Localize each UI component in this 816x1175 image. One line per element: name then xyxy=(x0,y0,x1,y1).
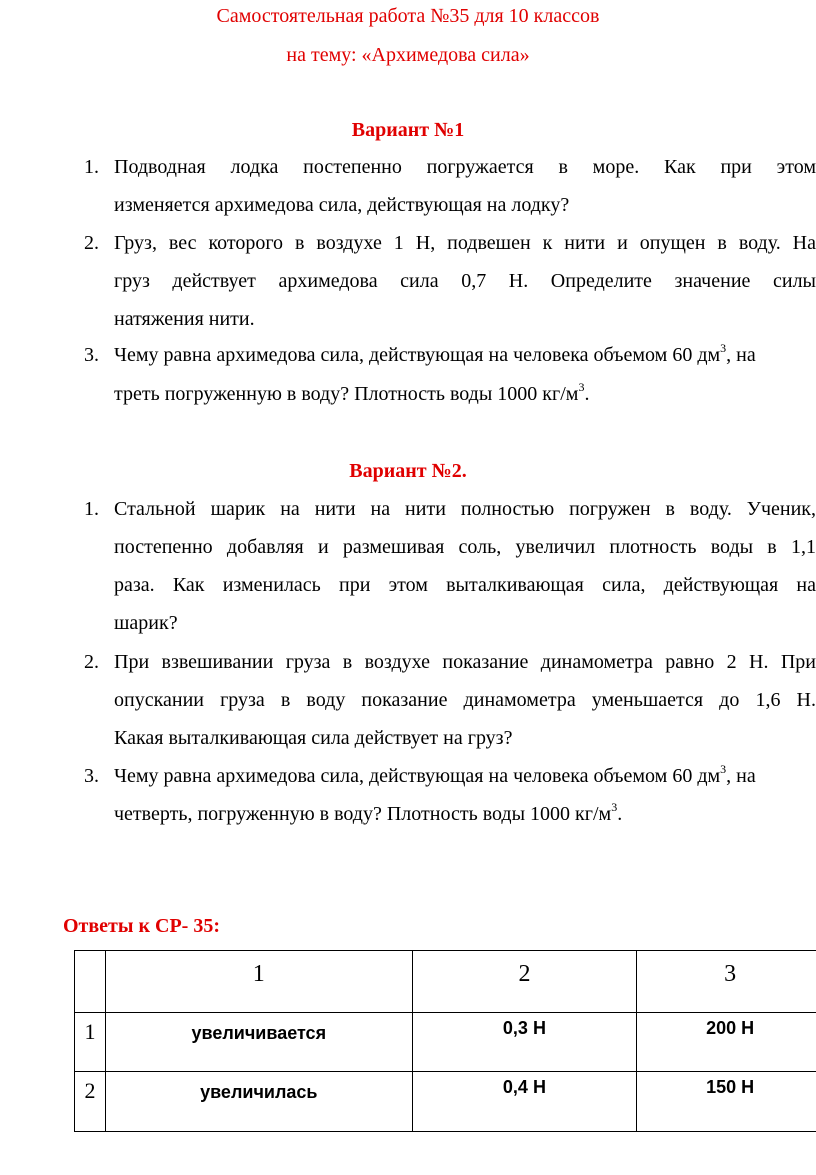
v1-q3-line2-text: треть погруженную в воду? Плотность воды 1000 кг/м xyxy=(114,383,579,405)
v1-q3-line2-tail: . xyxy=(584,383,590,405)
v2-q2-line3: Какая выталкивающая сила действует на груз? xyxy=(114,727,513,749)
v1-q3-number: 3. xyxy=(84,344,99,366)
v2-q3-number: 3. xyxy=(84,765,99,787)
answers-header-cell-empty xyxy=(75,951,106,1013)
v2-q2-number: 2. xyxy=(84,651,99,673)
v2-q1-line1: Стальной шарик на нити на нити полностью погружен в воду. Ученик, xyxy=(114,498,816,520)
v2-q1-line4: шарик? xyxy=(114,612,178,634)
answers-table xyxy=(74,950,816,1132)
v2-q3-line1-sup: 3 xyxy=(720,762,727,777)
answer-cell: увеличилась xyxy=(105,1072,412,1132)
answers-header-cell: 2 xyxy=(412,951,637,1013)
answer-cell: 0,4 Н xyxy=(412,1072,637,1132)
row-label: 1 xyxy=(75,1013,106,1072)
v2-q3-line1-text: Чему равна архимедова сила, действующая на человека объемом 60 дм xyxy=(114,765,721,787)
v2-q2-line2: опускании груза в воду показание динамометра уменьшается до 1,6 Н. xyxy=(114,689,816,711)
variant2-heading: Вариант №2. xyxy=(349,460,467,482)
v2-q3-line2-sup: 3 xyxy=(611,800,618,815)
v2-q3-line1-tail: , на xyxy=(726,765,756,787)
answer-cell: 200 Н xyxy=(637,1013,816,1072)
doc-title-line2: на тему: «Архимедова сила» xyxy=(286,44,530,66)
v1-q2-line2: груз действует архимедова сила 0,7 Н. Определите значение силы xyxy=(114,270,816,292)
v2-q1-line3: раза. Как изменилась при этом выталкивающая сила, действующая на xyxy=(114,574,816,596)
v2-q3-line1 xyxy=(114,764,816,788)
v2-q1-line2: постепенно добавляя и размешивая соль, увеличил плотность воды в 1,1 xyxy=(114,536,816,558)
v1-q2-line1: Груз, вес которого в воздухе 1 Н, подвешен к нити и опущен в воду. На xyxy=(114,232,816,254)
v1-q3-line2-sup: 3 xyxy=(578,380,585,395)
answer-cell: увеличивается xyxy=(105,1013,412,1072)
answer-cell: 150 Н xyxy=(637,1072,816,1132)
answers-header-row xyxy=(75,951,816,1013)
answer-cell: 0,3 Н xyxy=(412,1013,637,1072)
v1-q1-line2: изменяется архимедова сила, действующая на лодку? xyxy=(114,194,570,216)
v1-q3-line1-text: Чему равна архимедова сила, действующая на человека объемом 60 дм xyxy=(114,344,721,366)
v1-q2-line3: натяжения нити. xyxy=(114,308,255,330)
v2-q1-number: 1. xyxy=(84,498,99,520)
variant1-heading: Вариант №1 xyxy=(351,119,465,141)
v1-q2-number: 2. xyxy=(84,232,99,254)
v2-q3-line2-text: четверть, погруженную в воду? Плотность воды 1000 кг/м xyxy=(114,803,612,825)
answers-header-cell: 3 xyxy=(637,951,816,1013)
v2-q3-line2 xyxy=(114,802,816,826)
doc-title-line1: Самостоятельная работа №35 для 10 классов xyxy=(216,5,600,27)
answers-header-cell: 1 xyxy=(105,951,412,1013)
v1-q3-line1 xyxy=(114,343,816,367)
v2-q2-line1: При взвешивании груза в воздухе показание динамометра равно 2 Н. При xyxy=(114,651,816,673)
v1-q3-line1-tail: , на xyxy=(726,344,756,366)
answers-heading: Ответы к СР- 35: xyxy=(63,915,221,937)
v1-q1-number: 1. xyxy=(84,156,99,178)
v1-q3-line2 xyxy=(114,382,816,406)
v1-q1-line1: Подводная лодка постепенно погружается в море. Как при этом xyxy=(114,156,816,178)
v2-q3-line2-tail: . xyxy=(617,803,623,825)
table-row xyxy=(75,1013,816,1072)
v1-q3-line1-sup: 3 xyxy=(720,341,727,356)
table-row xyxy=(75,1072,816,1132)
row-label: 2 xyxy=(75,1072,106,1132)
